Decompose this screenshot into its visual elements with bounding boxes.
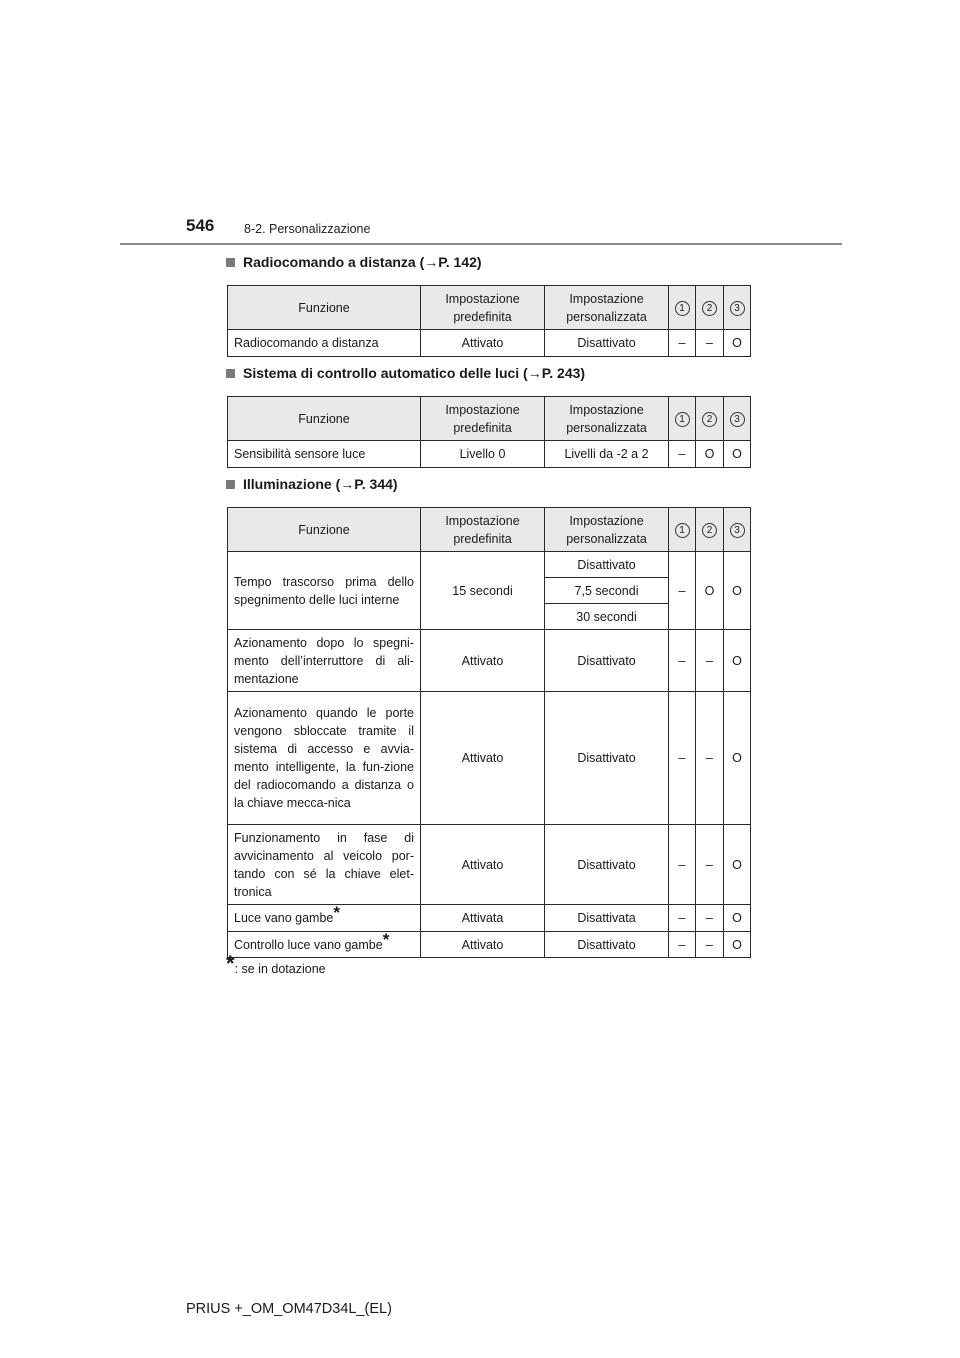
cell-custom-option: Disattivato (545, 552, 669, 578)
col-3 (724, 508, 751, 552)
col-1 (669, 286, 696, 330)
cell-default: Attivata (421, 905, 545, 932)
table-illuminazione (227, 507, 751, 958)
table-header-row (228, 286, 751, 330)
col-3 (724, 397, 751, 441)
col-custom: Impostazione personalizzata (545, 508, 669, 552)
func-text: Luce vano gambe (234, 911, 334, 925)
cell-c2: – (696, 330, 724, 357)
cell-c3: O (724, 441, 751, 468)
col-default: Impostazione predefinita (421, 508, 545, 552)
section-header: 8-2. Personalizzazione (244, 222, 371, 236)
heading-title: Radiocomando a distanza (→P. 142) (243, 254, 482, 270)
asterisk-icon: * (382, 929, 390, 949)
cell-c1: – (669, 630, 696, 692)
asterisk-icon: * (333, 903, 341, 922)
table-radiocomando (227, 285, 751, 357)
cell-c2: – (696, 630, 724, 692)
table-row (228, 905, 751, 932)
circled-1-icon: 1 (675, 412, 690, 427)
table-row (228, 441, 751, 468)
cell-c2: – (696, 905, 724, 932)
cell-c3: O (724, 825, 751, 905)
circled-2-icon: 2 (702, 523, 717, 538)
cell-c1: – (669, 552, 696, 630)
cell-default: Attivato (421, 330, 545, 357)
col-default: Impostazione predefinita (421, 286, 545, 330)
square-bullet-icon (226, 258, 235, 267)
cell-c1: – (669, 692, 696, 825)
circled-3-icon: 3 (730, 301, 745, 316)
col-funzione: Funzione (228, 286, 421, 330)
cell-func (228, 929, 421, 958)
cell-func: Sensibilità sensore luce (228, 441, 421, 468)
document-code: PRIUS +_OM_OM47D34L_(EL) (186, 1301, 392, 1317)
footnote (226, 951, 326, 976)
cell-func (228, 905, 421, 932)
cell-c3: O (724, 905, 751, 932)
cell-default: Attivato (421, 630, 545, 692)
cell-c2: – (696, 932, 724, 958)
table-row (228, 330, 751, 357)
footnote-text: : se in dotazione (234, 962, 326, 976)
col-funzione: Funzione (228, 397, 421, 441)
cell-c2: O (696, 552, 724, 630)
cell-c3: O (724, 552, 751, 630)
square-bullet-icon (226, 369, 235, 378)
cell-custom-option: 30 secondi (545, 604, 669, 630)
circled-2-icon: 2 (702, 412, 717, 427)
cell-custom: Disattivata (545, 905, 669, 932)
cell-c3: O (724, 630, 751, 692)
cell-func: Radiocomando a distanza (228, 330, 421, 357)
table-header-row (228, 397, 751, 441)
cell-c2: – (696, 692, 724, 825)
cell-func: Azionamento dopo lo spegni-mento dell’interruttore di ali-mentazione (228, 630, 421, 692)
cell-default: Attivato (421, 825, 545, 905)
header-divider (120, 243, 842, 245)
col-1 (669, 508, 696, 552)
col-1 (669, 397, 696, 441)
heading-illuminazione (226, 476, 398, 492)
cell-c3: O (724, 692, 751, 825)
asterisk-icon: * (226, 951, 235, 976)
heading-controllo-luci (226, 365, 585, 381)
table-header-row (228, 508, 751, 552)
col-2 (696, 397, 724, 441)
cell-default: Livello 0 (421, 441, 545, 468)
cell-c3: O (724, 932, 751, 958)
cell-default: Attivato (421, 932, 545, 958)
cell-custom: Disattivato (545, 825, 669, 905)
table-row (228, 552, 751, 578)
cell-custom: Disattivato (545, 932, 669, 958)
cell-custom-option: 7,5 secondi (545, 578, 669, 604)
heading-title: Sistema di controllo automatico delle luci (→P. 243) (243, 365, 586, 381)
square-bullet-icon (226, 480, 235, 489)
cell-func: Funzionamento in fase di avvicinamento al veicolo por-tando con sé la chiave elet-tronica (228, 825, 421, 905)
circled-2-icon: 2 (702, 301, 717, 316)
circled-3-icon: 3 (730, 523, 745, 538)
table-row (228, 692, 751, 825)
col-2 (696, 286, 724, 330)
table-row (228, 932, 751, 958)
col-2 (696, 508, 724, 552)
cell-c1: – (669, 932, 696, 958)
cell-func: Tempo trascorso prima dello spegnimento delle luci interne (228, 552, 421, 630)
cell-c2: – (696, 825, 724, 905)
cell-custom: Livelli da -2 a 2 (545, 441, 669, 468)
cell-func: Azionamento quando le porte vengono sbloccate tramite il sistema di accesso e avvia-mento intelligente, la fun-zione del radiocomando a distanza o la chiave mecca-nica (228, 692, 421, 825)
cell-c3: O (724, 330, 751, 357)
cell-custom: Disattivato (545, 630, 669, 692)
cell-c1: – (669, 825, 696, 905)
col-3 (724, 286, 751, 330)
cell-c2: O (696, 441, 724, 468)
page-number: 546 (186, 216, 215, 235)
cell-c1: – (669, 330, 696, 357)
circled-1-icon: 1 (675, 523, 690, 538)
cell-default: Attivato (421, 692, 545, 825)
cell-c1: – (669, 905, 696, 932)
col-custom: Impostazione personalizzata (545, 286, 669, 330)
table-row (228, 630, 751, 692)
col-funzione: Funzione (228, 508, 421, 552)
circled-3-icon: 3 (730, 412, 745, 427)
cell-custom: Disattivato (545, 692, 669, 825)
cell-custom: Disattivato (545, 330, 669, 357)
table-controllo-luci (227, 396, 751, 468)
cell-default: 15 secondi (421, 552, 545, 630)
col-custom: Impostazione personalizzata (545, 397, 669, 441)
heading-title: Illuminazione (→P. 344) (243, 476, 398, 492)
heading-radiocomando (226, 254, 482, 270)
cell-c1: – (669, 441, 696, 468)
table-row (228, 825, 751, 905)
circled-1-icon: 1 (675, 301, 690, 316)
col-default: Impostazione predefinita (421, 397, 545, 441)
func-text: Controllo luce vano gambe (234, 937, 383, 952)
